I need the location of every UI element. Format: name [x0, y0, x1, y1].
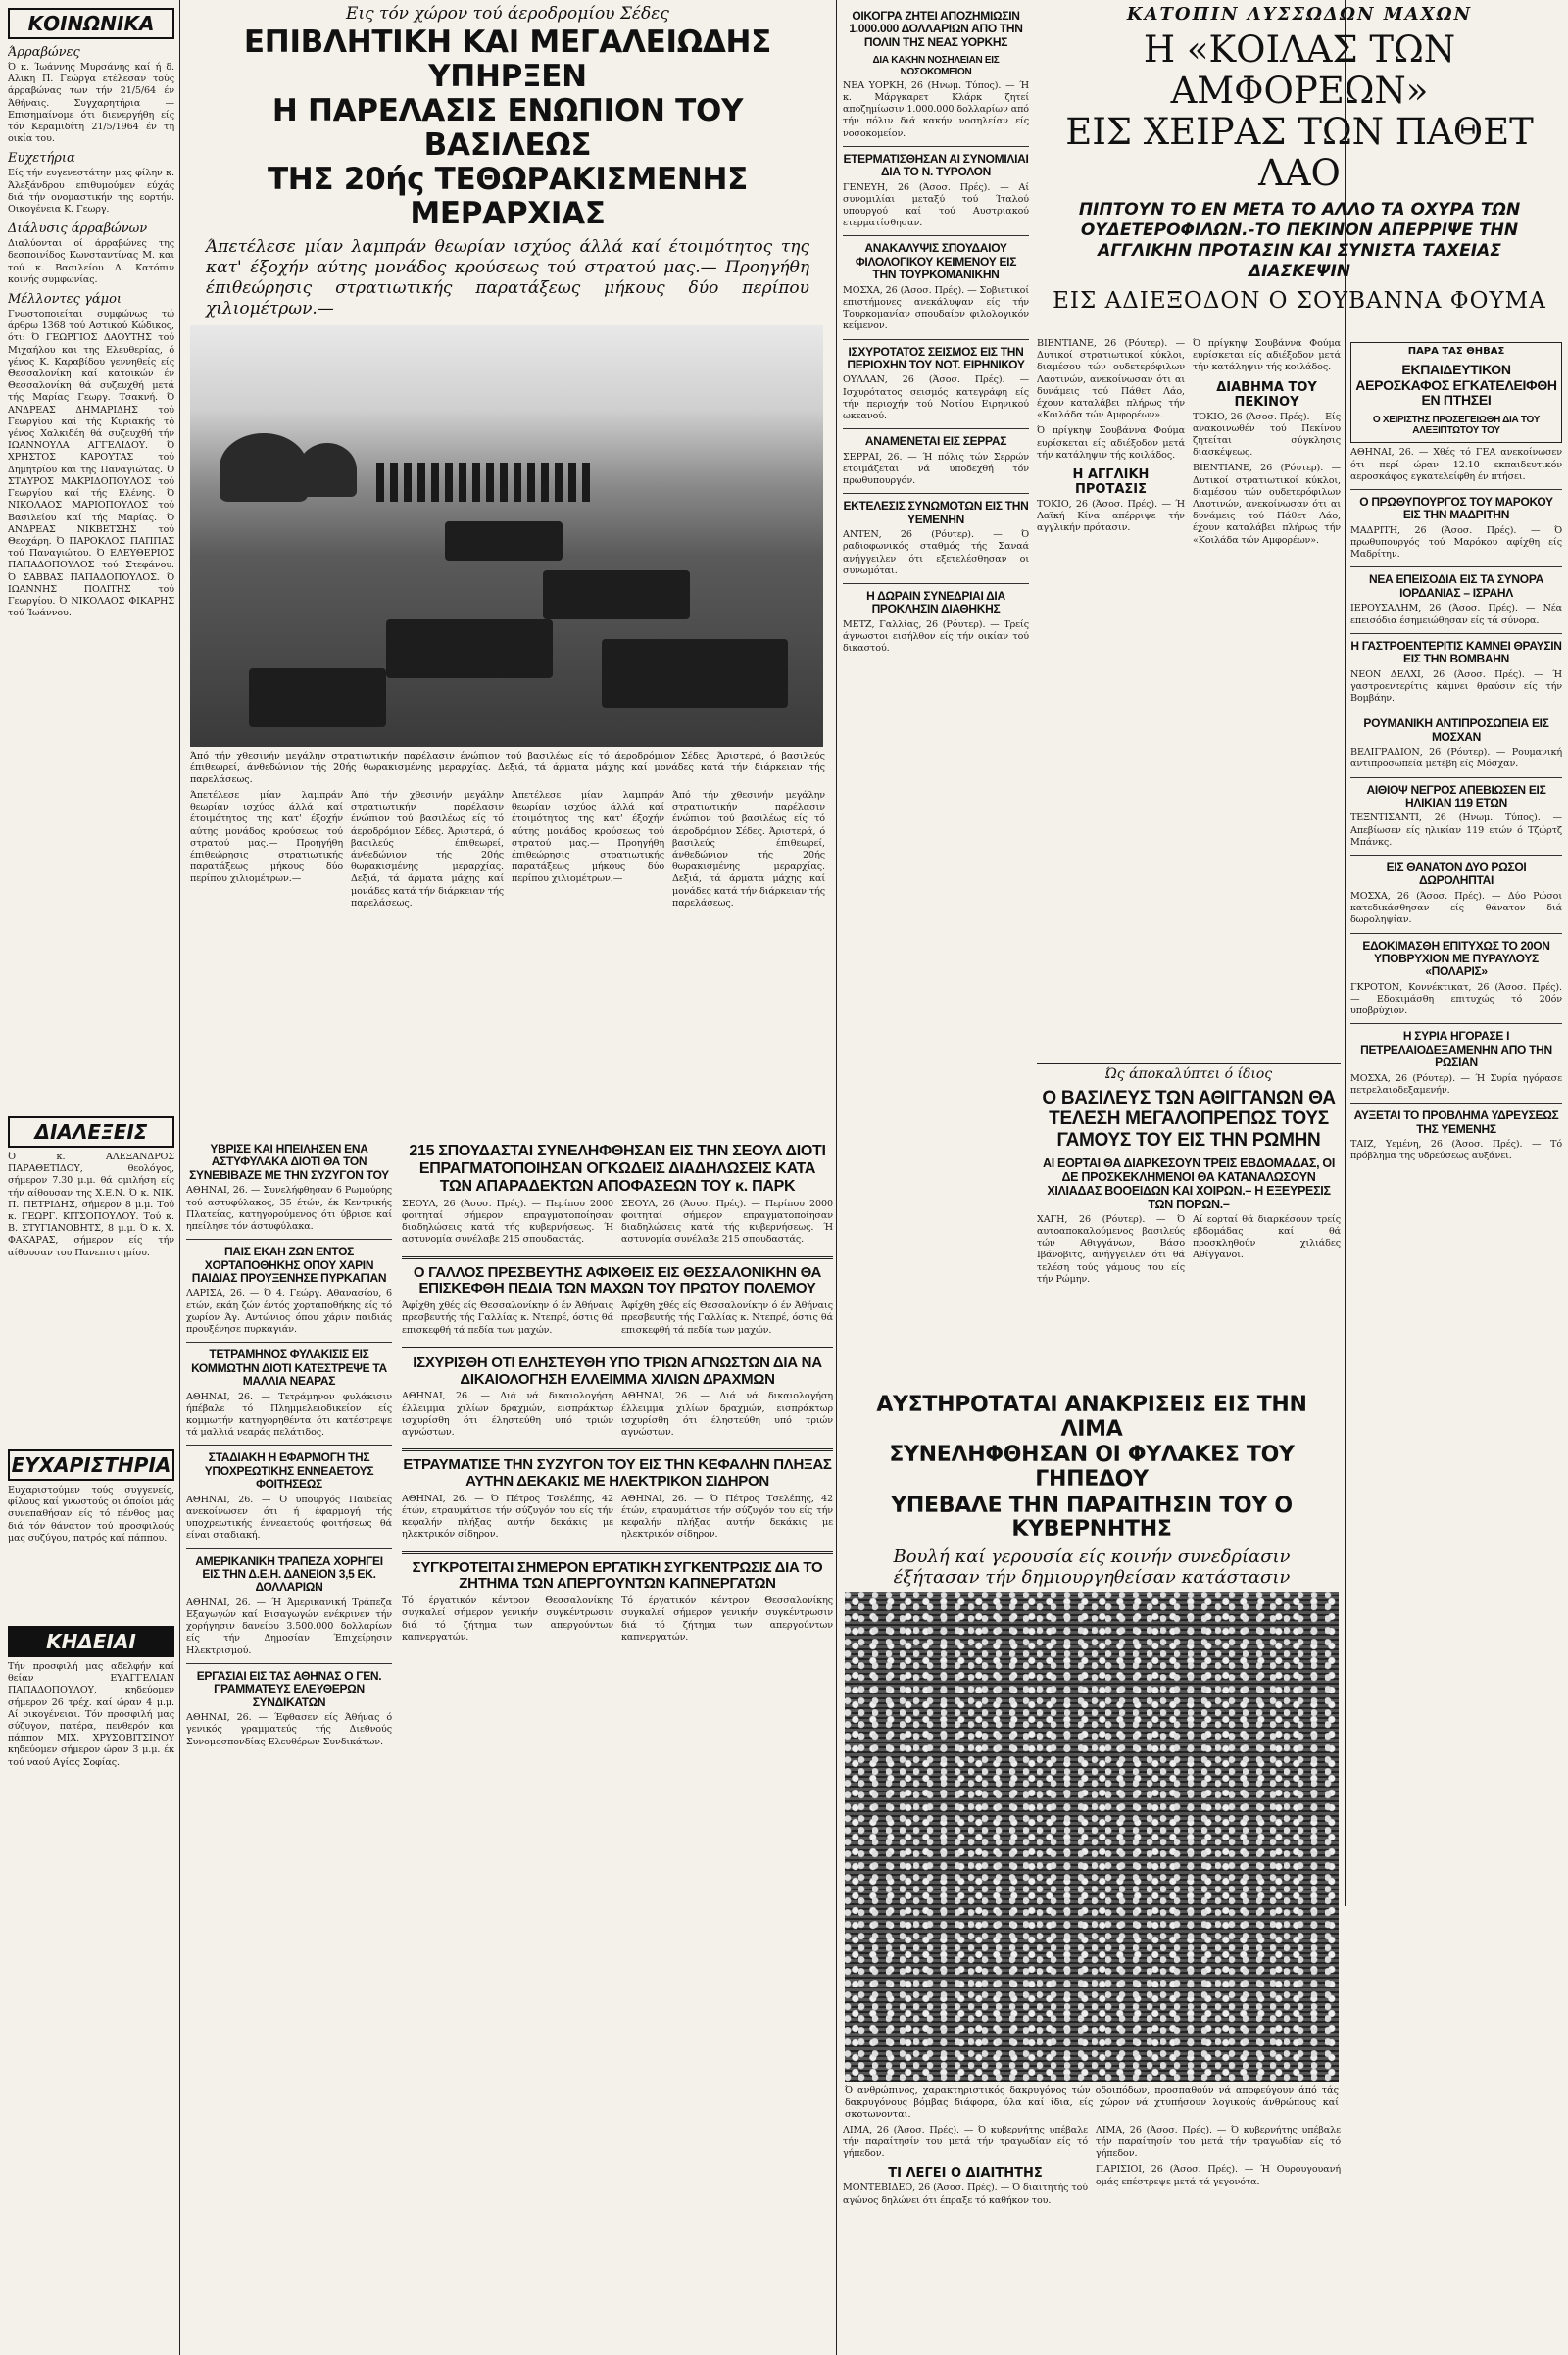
section-header-eucharistiria: ΕΥΧΑΡΙΣΤΗΡΙΑ: [8, 1449, 174, 1481]
article-text: ΑΘΗΝΑΙ, 26. — Διά νά δικαιολογήση έλλειμμα χιλίων δραχμών, εισπράκτωρ ισχυρίσθη ότι έληστεύθη υπό τριών αγνώστων.: [621, 1391, 833, 1438]
main-deck: Άπετέλεσε μίαν λαμπράν θεωρίαν ισχύος άλλά καί έτοιμότητος της κατ' έξοχήν αύτης μονάδος κρούσεως τού στρατού μας.— Προηγήθη έπιθεώρησις στρατιωτικής παρατάξεως μήκους δύο περίπου χιλιομέτρων.—: [206, 237, 809, 319]
divider: [1350, 633, 1562, 634]
divider: [402, 1347, 833, 1349]
stadium-crowd-photo: [845, 1592, 1339, 2082]
article-text: ΝΕΟΝ ΔΕΛΧΙ, 26 (Άσοσ. Πρές). — Ή γαστροεντερίτις κάμνει θραύσιν είς τήν Βομβάην.: [1350, 668, 1562, 705]
article-text: ΜΟΝΤΕΒΙΔΕΟ, 26 (Άσοσ. Πρές). — Ό διαιτητής τού αγώνος δηλώνει ότι έπραξε τό καθήκον του.: [843, 2183, 1088, 2206]
main-headline-line2: Η ΠΑΡΕΛΑΣΙΣ ΕΝΩΠΙΟΝ ΤΟΥ ΒΑΣΙΛΕΩΣ: [271, 93, 744, 163]
main-headline-line1: ΕΠΙΒΛΗΤΙΚΗ ΚΑΙ ΜΕΓΑΛΕΙΩΔΗΣ ΥΠΗΡΞΕΝ: [243, 25, 772, 94]
headline: ΙΣΧΥΡΙΣΘΗ ΟΤΙ ΕΛΗΣΤΕΥΘΗ ΥΠΟ ΤΡΙΩΝ ΑΓΝΩΣΤΩΝ ΔΙΑ ΝΑ ΔΙΚΑΙΟΛΟΓΗΣΗ ΕΛΛΕΙΜΜΑ ΧΙΛΙΩΝ ΔΡΑΧΜΩΝ: [413, 1353, 822, 1388]
subheadline: έξήτασαν τήν δημιουργηθείσαν κατάστασιν: [893, 1566, 1291, 1588]
tank-silhouette: [249, 668, 386, 727]
article-text: Είς τήν ευγενεστάτην μας φίλην κ. Άλεξάνδρου επιθυμούμεν εύχάς διά τήν ονομαστικήν της εορτήν. Οικογένεια Κ. Γεωργ.: [8, 168, 174, 216]
article-text: ΤΑΙΖ, Υεμένη, 26 (Άσοσ. Πρές). — Τό πρόβλημα της υδρεύσεως αυξάνει.: [1350, 1139, 1562, 1162]
headline: ΠΑΙΣ ΕΚΑΗ ΖΩΝ ΕΝΤΟΣ ΧΟΡΤΑΠΟΘΗΚΗΣ ΟΠΟΥ ΧΑΡΙΝ ΠΑΙΔΙΑΣ ΠΡΟΥΞΕΝΗΣΕ ΠΥΡΚΑΓΙΑΝ: [191, 1245, 387, 1285]
headline: ΥΠΕΒΑΛΕ ΤΗΝ ΠΑΡΑΙΤΗΣΙΝ ΤΟΥ Ο ΚΥΒΕΡΝΗΤΗΣ: [891, 1493, 1293, 1543]
headline: ΤΕΤΡΑΜΗΝΟΣ ΦΥΛΑΚΙΣΙΣ ΕΙΣ ΚΟΜΜΩΤΗΝ ΔΙΟΤΙ ΚΑΤΕΣΤΡΕΨΕ ΤΑ ΜΑΛΛΙΑ ΝΕΑΡΑΣ: [191, 1348, 387, 1389]
article-text: ΜΟΣΧΑ, 26 (Άσοσ. Πρές). — Δύο Ρώσοι κατεδικάσθησαν είς θάνατον διά δωροληψίαν.: [1350, 890, 1562, 926]
column-rule: [836, 0, 837, 2355]
headline: ΕΚΤΕΛΕΣΙΣ ΣΥΝΩΜΟΤΩΝ ΕΙΣ ΤΗΝ ΥΕΜΕΝΗΝ: [843, 499, 1029, 526]
headline: ΝΕΑ ΕΠΕΙΣΟΔΙΑ ΕΙΣ ΤΑ ΣΥΝΟΡΑ ΙΟΡΔΑΝΙΑΣ – ΙΣΡΑΗΛ: [1368, 572, 1544, 600]
divider: [1350, 777, 1562, 778]
main-story-body: [190, 790, 825, 1131]
mid-center-column: [402, 1137, 833, 2347]
article-text: ΛΙΜΑ, 26 (Άσοσ. Πρές). — Ό κυβερνήτης υπέβαλε τήν παραίτησίν του μετά τήν τραγωδίαν είς τό γήπεδον.: [1096, 2124, 1341, 2160]
headline: ΑΝΑΜΕΝΕΤΑΙ ΕΙΣ ΣΕΡΡΑΣ: [864, 434, 1007, 449]
headline: ΕΤΕΡΜΑΤΙΣΘΗΣΑΝ ΑΙ ΣΥΝΟΜΙΛΙΑΙ ΔΙΑ ΤΟ Ν. ΤΥΡΟΛΟΝ: [843, 151, 1029, 179]
article-column: [1096, 2125, 1341, 2211]
article-text: ΠΑΡΙΣΙΟΙ, 26 (Άσοσ. Πρές). — Ή Ουρουγουανή ομάς επέστρεψε μετά τά γεγονότα.: [1096, 2164, 1341, 2187]
article-text: ΑΘΗΝΑΙ, 26. — Ή Άμερικανική Τράπεζα Εξαγωγών καί Εισαγωγών ενέκρινεν τήν χορήγησιν δανείου 3.500.000 δολλαρίων είς τήν Δημοσίαν Έπιχείρησιν Ηλεκτρισμού.: [186, 1596, 392, 1656]
article-text: Ευχαριστούμεν τούς συγγενείς, φίλους καί γνωστούς οι όποίοι μάς συνεπαθήσαν είς τό πένθος μας διά τόν θάνατον τού προσφιλούς μας συζύγου, πατρός καί πάππου.: [8, 1485, 174, 1544]
article-column: [1037, 338, 1185, 551]
article-text: ΑΝΤΕΝ, 26 (Ρόυτερ). — Ό ραδιοφωνικός σταθμός τής Σαναά ανήγγειλεν ότι εξετελέσθησαν οι συνωμόται.: [843, 529, 1029, 576]
tank-silhouette: [445, 521, 563, 561]
divider: [843, 583, 1029, 584]
article-text: ΜΟΣΧΑ, 26 (Άσοσ. Πρές). — Σοβιετικοί επιστήμονες ανεκάλυψαν είς τήν Τουρκομανίαν σπουδαίον φιλολογικόν κείμενον.: [843, 284, 1029, 332]
article-body: [402, 1300, 833, 1341]
divider: [843, 146, 1029, 147]
headline: ΑΥΞΕΤΑΙ ΤΟ ΠΡΟΒΛΗΜΑ ΥΔΡΕΥΣΕΩΣ ΤΗΣ ΥΕΜΕΝΗΣ: [1353, 1108, 1559, 1136]
tank-silhouette: [602, 639, 788, 708]
subheadline: ΤΙ ΛΕΓΕΙ Ο ΔΙΑΙΤΗΤΗΣ: [888, 2166, 1043, 2182]
article-body: [843, 2125, 1341, 2211]
divider: [186, 1548, 392, 1549]
article-text: ΛΙΜΑ, 26 (Άσοσ. Πρές). — Ό κυβερνήτης υπέβαλε τήν παραίτησίν του μετά τήν τραγωδίαν είς τό γήπεδον.: [843, 2124, 1088, 2160]
box-thebes: [1350, 342, 1562, 443]
article-text: Αί εορταί θά διαρκέσουν τρείς εβδομάδας καί θά προσκληθούν χιλιάδες Αθίγγανοι.: [1193, 1213, 1341, 1261]
article-column: [843, 2125, 1088, 2211]
article-text: Άπετέλεσε μίαν λαμπράν θεωρίαν ισχύος άλλά καί έτοιμότητος της κατ' έξοχήν αύτης μονάδος κρούσεως τού στρατού μας.— Προηγήθη έπιθεώρησις στρατιωτικής παρατάξεως μήκους δύο περίπου χιλιομέτρων.—: [512, 790, 664, 885]
article-text: ΛΑΡΙΣΑ, 26. — Ό 4. Γεώργ. Αθανασίου, 6 ετών, εκάη ζών έντός χορταποθήκης είς τό χωρίον Άγ. Αντώνιος όπου χάριν παιδιάς προυξένησε πυρκαγιάν.: [186, 1288, 392, 1336]
headline: ΕΙΣ ΘΑΝΑΤΟΝ ΔΥΟ ΡΩΣΟΙ ΔΩΡΟΛΗΠΤΑΙ: [1386, 860, 1527, 888]
article-text: Τό έργατικόν κέντρον Θεσσαλονίκης συγκαλεί σήμερον γενικήν συγκέντρωσιν διά τό ζήτημα των απεργούντων καπνεργατών.: [402, 1595, 613, 1643]
headline: ΕΤΡΑΥΜΑΤΙΣΕ ΤΗΝ ΣΥΖΥΓΟΝ ΤΟΥ ΕΙΣ ΤΗΝ ΚΕΦΑΛΗΝ ΠΛΗΞΑΣ ΑΥΤΗΝ ΔΕΚΑΚΙΣ ΜΕ ΗΛΕΚΤΡΙΚΟΝ ΣΙΔΗΡΟΝ: [403, 1456, 832, 1490]
divider: [402, 1551, 833, 1554]
article-text: ΣΕΡΡΑΙ, 26. — Ή πόλις τών Σερρών ετοιμάζεται νά υποδεχθή τόν πρωθυπουργόν.: [843, 451, 1029, 487]
subsection-dialysis: Διάλυσις άρραβώνων: [8, 221, 148, 237]
photo-caption: Άπό τήν χθεσινήν μεγάλην στρατιωτικήν παρέλασιν ένώπιον τού βασιλέως είς τό άεροδρόμιον Σέδες. Άριστερά, ό βασιλεύς έπιθεωρεί, άνθεδώνιον τής 20ής θωρακισμένης μεραρχίας. Δεξιά, τά άρματα μάχης καί μονάδες κατά τήν διάρκειαν τής παρελάσεως.: [190, 751, 825, 785]
tree-silhouette: [298, 443, 357, 497]
divider: [186, 1663, 392, 1664]
headline: ΣΥΝΕΛΗΦΘΗΣΑΝ ΟΙ ΦΥΛΑΚΕΣ ΤΟΥ ΓΗΠΕΔΟΥ: [889, 1443, 1295, 1492]
divider: [1350, 1103, 1562, 1104]
article-body: [1037, 338, 1341, 551]
section-header-kideiai: ΚΗΔΕΙΑΙ: [8, 1626, 174, 1657]
right-column: [1350, 338, 1562, 1906]
article-text: ΑΘΗΝΑΙ, 26. — Ό υπουργός Παιδείας ανεκοίνωσεν ότι ή έφαρμογή τής υποχρεωτικής έννεαετούς φοιτήσεως θά είναι σταδιακή.: [186, 1494, 392, 1542]
article-text: ΑΘΗΝΑΙ, 26. — Συνελήφθησαν 6 Ρωμούρης τού αστυφύλακος, 35 έτών, έκ Κεντρικής Πλατείας, κατηγορούμενος ότι ύβρισε καί ηπείλησε τόν άστυφύλακα.: [186, 1185, 392, 1232]
subheadline: Βουλή καί γερουσία είς κοινήν συνεδρίασιν: [893, 1545, 1291, 1567]
headline: ΑΝΑΚΑΛΥΨΙΣ ΣΠΟΥΔΑΙΟΥ ΦΙΛΟΛΟΓΙΚΟΥ ΚΕΙΜΕΝΟΥ ΕΙΣ ΤΗΝ ΤΟΥΡΚΟΜΑΝΙΚΗΝ: [855, 241, 1017, 282]
headline: ΕΚΠΑΙΔΕΥΤΙΚΟΝ ΑΕΡΟΣΚΑΦΟΣ ΕΓΚΑΤΕΛΕΙΦΘΗ ΕΝ ΠΤΗΣΕΙ: [1355, 362, 1557, 409]
article-text: ΝΕΑ ΥΟΡΚΗ, 26 (Ηνωμ. Τύπος). — Ή κ. Μάργκαρετ Κλάρκ ζητεί αποζημίωσιν 1.000.000 δολλαρίων από τήν πόλιν διά κακήν νοσηλείαν είς νοσοκομείον.: [843, 79, 1029, 139]
divider: [843, 339, 1029, 340]
article-text: Τό έργατικόν κέντρον Θεσσαλονίκης συγκαλεί σήμερον γενικήν συγκέντρωσιν διά τό ζήτημα των απεργούντων καπνεργατών.: [621, 1595, 833, 1643]
headline: ΕΔΟΚΙΜΑΣΘΗ ΕΠΙΤΥΧΩΣ ΤΟ 20ΟΝ ΥΠΟΒΡΥΧΙΟΝ ΜΕ ΠΥΡΑΥΛΟΥΣ «ΠΟΛΑΡΙΣ»: [1362, 938, 1550, 979]
laos-story-header: [1037, 4, 1562, 337]
headline: Ο ΒΑΣΙΛΕΥΣ ΤΩΝ ΑΘΙΓΓΑΝΩΝ ΘΑ ΤΕΛΕΣΗ ΜΕΓΑΛΟΠΡΕΠΩΣ ΤΟΥΣ ΓΑΜΟΥΣ ΤΟΥ ΕΙΣ ΤΗΝ ΡΩΜΗΝ: [1042, 1088, 1336, 1151]
article-text: ΒΙΕΝΤΙΑΝΕ, 26 (Ρόυτερ). — Δυτικοί στρατιωτικοί κύκλοι, διαμέσου τών ουδετερόφιλων Λαοτινών, ανεκοίνωσαν ότι αι δυνάμεις τού Πάθετ Λάο, έχουν καταλάβει πλήρως τήν «Κοιλάδα τών Αμφορέων».: [1193, 463, 1341, 546]
tank-silhouette: [386, 619, 553, 678]
subsection-mellontes-gamoi: Μέλλοντες γάμοι: [8, 292, 122, 308]
article-text: ΒΙΕΝΤΙΑΝΕ, 26 (Ρόυτερ). — Δυτικοί στρατιωτικοί κύκλοι, διαμέσου τών ουδετερόφιλων Λαοτινών, ανεκοίνωσαν ότι αι δυνάμεις τού Πάθετ Λάο, έχουν καταλάβει πλήρως τήν «Κοιλάδα τών Αμφορέων».: [1037, 338, 1185, 421]
headline: ΕΡΓΑΣΙΑΙ ΕΙΣ ΤΑΣ ΑΘΗΝΑΣ Ο ΓΕΝ. ΓΡΑΜΜΑΤΕΥΣ ΕΛΕΥΘΕΡΩΝ ΣΥΝΔΙΚΑΤΩΝ: [196, 1668, 382, 1709]
headline: ΟΙΚΟΓΡΑ ΖΗΤΕΙ ΑΠΟΖΗΜΙΩΣΙΝ 1.000.000 ΔΟΛΛΑΡΙΩΝ ΑΠΟ ΤΗΝ ΠΟΛΙΝ ΤΗΣ ΝΕΑΣ ΥΟΡΚΗΣ: [849, 9, 1023, 49]
article-text: ΙΕΡΟΥΣΑΛΗΜ, 26 (Άσοσ. Πρές). — Νέα επεισόδια έσημειώθησαν είς τά σύνορα.: [1350, 603, 1562, 626]
column-rule: [179, 0, 180, 2355]
divider: [843, 428, 1029, 429]
gypsy-king-story: [1037, 1063, 1341, 1387]
article-text: Άφίχθη χθές είς Θεσσαλονίκην ό έν Άθήναις πρεσβευτής τής Γαλλίας κ. Ντεπρέ, όστις θά επισκεφθή τά πεδία των μαχών.: [402, 1300, 613, 1336]
subheadline: ΕΙΣ ΑΔΙΕΞΟΔΟΝ Ο ΣΟΥΒΑΝΝΑ ΦΟΥΜΑ: [1053, 288, 1546, 314]
headline: 215 ΣΠΟΥΔΑΣΤΑΙ ΣΥΝΕΛΗΦΘΗΣΑΝ ΕΙΣ ΤΗΝ ΣΕΟΥΛ ΔΙΟΤΙ ΕΠΡΑΓΜΑΤΟΠΟΙΗΣΑΝ ΟΓΚΩΔΕΙΣ ΔΙΑΔΗΛΩΣΕΙΣ ΚΑΤΑ ΤΩΝ ΑΠΑΡΑΔΕΚΤΩΝ ΑΠΟΦΑΣΕΩΝ ΤΟΥ κ. ΠΑΡΚ: [409, 1143, 826, 1195]
top-caption: Εις τόν χώρον τού άεροδρομίου Σέδες: [346, 4, 669, 24]
laos-story-body: [1037, 338, 1341, 1063]
divider: [402, 1448, 833, 1451]
headline: Ο ΠΡΩΘΥΠΟΥΡΓΟΣ ΤΟΥ ΜΑΡΟΚΟΥ ΕΙΣ ΤΗΝ ΜΑΔΡΙΤΗΝ: [1359, 495, 1553, 522]
kicker: Ώς άποκαλύπτει ό ίδιος: [1037, 1063, 1341, 1082]
headline: Ο ΓΑΛΛΟΣ ΠΡΕΣΒΕΥΤΗΣ ΑΦΙΧΘΕΙΣ ΕΙΣ ΘΕΣΣΑΛΟΝΙΚΗΝ ΘΑ ΕΠΙΣΚΕΦΘΗ ΠΕΔΙΑ ΤΩΝ ΜΑΧΩΝ ΤΟΥ ΠΡΩΤΟΥ ΠΟΛΕΜΟΥ: [413, 1263, 822, 1298]
divider: [1350, 1023, 1562, 1024]
divider: [1350, 489, 1562, 490]
main-headline-line3: ΤΗΣ 20ής ΤΕΘΩΡΑΚΙΣΜΕΝΗΣ ΜΕΡΑΡΧΙΑΣ: [267, 162, 749, 231]
article-text: ΜΕΤΖ, Γαλλίας, 26 (Ρόυτερ). — Τρείς άγνωστοι εισήλθον είς τήν οικίαν τού δικαστού.: [843, 618, 1029, 655]
headline: ΣΥΓΚΡΟΤΕΙΤΑΙ ΣΗΜΕΡΟΝ ΕΡΓΑΤΙΚΗ ΣΥΓΚΕΝΤΡΩΣΙΣ ΔΙΑ ΤΟ ΖΗΤΗΜΑ ΤΩΝ ΑΠΕΡΓΟΥΝΤΩΝ ΚΑΠΝΕΡΓΑΤΩΝ: [412, 1558, 823, 1593]
article-text: ΟΥΛΛΑΝ, 26 (Άσοσ. Πρές). — Ισχυρότατος σεισμός κατεγράφη είς τήν περιοχήν τού Νοτίου Ειρηνικού ωκεανού.: [843, 374, 1029, 421]
headline: ΣΤΑΔΙΑΚΗ Η ΕΦΑΡΜΟΓΗ ΤΗΣ ΥΠΟΧΡΕΩΤΙΚΗΣ ΕΝΝΕΑΕΤΟΥΣ ΦΟΙΤΗΣΕΩΣ: [204, 1450, 374, 1492]
article-text: ΤΟΚΙΟ, 26 (Άσοσ. Πρές). — Ή Λαϊκή Κίνα απέρριψε τήν αγγλικήν πρότασιν.: [1037, 499, 1185, 534]
article-text: ΓΚΡΟΤΟΝ, Κοννέκτικατ, 26 (Άσοσ. Πρές). — Εδοκιμάσθη επιτυχώς τό 20όν υποβρύχιον.: [1350, 981, 1562, 1017]
article-text: Γνωστοποιείται συμφώνως τώ άρθρω 1368 τού Αστικού Κώδικος, ότι: Ό ΓΕΩΡΓΙΟΣ ΔΑΟΥΤΗΣ τού Μιχαήλου και της Ελευθερίας, ό γένος Κ. Καραβίδου γεννηθείς είς Θεσσαλονίκη καί κατοικών έν Θεσσαλονίκη θά συζευχθή μετά τής Μαρίας Γεωργ. Τσακνή. Ό ΑΝΔΡΕΑΣ ΔΗΜΑΡΙΔΗΣ τού Γεωργίου καί τής Κυριακής τό γένος Χαλκιδέη θά συζευχθή τήν ΙΩΑΝΝΟΥΛΑ ΑΓΓΕΛΙΔΟΥ. Ό ΧΡΗΣΤΟΣ ΚΑΡΟΥΤΑΣ τού Δημητρίου και της Παναγιώτας. Ό ΣΤΑΥΡΟΣ ΜΑΚΡΙΔΟΠΟΥΛΟΣ τού Γεωργίου καί τής Ελένης. Ό ΝΙΚΟΛΑΟΣ ΜΑΡΙΟΠΟΥΛΟΣ τού Βασιλείου καί τής Μαρίας. Ό ΑΝΔΡΕΑΣ ΝΙΚΒΕΤΣΗΣ τού Θεοχάρη. Ό ΠΑΡΟΚΛΟΣ ΠΑΠΠΑΣ τού Παναγιώτου. Ό ΕΛΕΥΘΕΡΙΟΣ ΠΑΠΑΔΟΠΟΥΛΟΣ τού Στεφάνου. Ό ΣΑΒΒΑΣ ΠΑΠΑΔΟΠΟΥΛΟΣ. Ό ΙΩΑΝΝΗΣ ΠΟΛΙΤΗΣ τού Γεωργίου. Ό ΝΙΚΟΛΑΟΣ ΦΙΚΑΡΗΣ τού Ίωάννου.: [8, 309, 174, 619]
article-text: Ό κ. Ίωάννης Μυρσάνης καί ή δ. Αλικη Π. Γεώργα ετέλεσαν τούς άρραβώνας των τήν 21/5/64 έν Άθήναις. Συγχαρητήρια — Επισημαίνομε ότι διενεργήθη είς τόν Κεραμιδίτη 21/5/1964 έν τη οικία του.: [8, 62, 174, 145]
headline: Η ΣΥΡΙΑ ΗΓΟΡΑΣΕ Ι ΠΕΤΡΕΛΑΙΟΔΕΞΑΜΕΝΗΝ ΑΠΟ ΤΗΝ ΡΩΣΙΑΝ: [1360, 1029, 1552, 1070]
article-body: [402, 1391, 833, 1443]
article-text: ΑΘΗΝΑΙ, 26. — Τετράμηνον φυλάκισιν ήπέβαλε τό Πλημμελειοδικείον είς κομμωτήν κατηγορηθέντα ότι κατέστρεψε τά μαλλιά νεαράς πελάτιδος.: [186, 1391, 392, 1439]
headline: ΙΣΧΥΡΟΤΑΤΟΣ ΣΕΙΣΜΟΣ ΕΙΣ ΤΗΝ ΠΕΡΙΟΧΗΝ ΤΟΥ ΝΟΤ. ΕΙΡΗΝΙΚΟΥ: [847, 344, 1025, 371]
tank-silhouette: [543, 570, 690, 619]
section-header-dialexeis: ΔΙΑΛΕΞΕΙΣ: [8, 1116, 174, 1148]
deck: ΑΙ ΕΟΡΤΑΙ ΘΑ ΔΙΑΡΚΕΣΟΥΝ ΤΡΕΙΣ ΕΒΔΟΜΑΔΑΣ, ΟΙ ΔΕ ΠΡΟΣΚΕΚΛΗΜΕΝΟΙ ΘΑ ΚΑΤΑΝΑΛΩΣΟΥΝ ΧΙΛΙΑΔΑΣ ΒΟΟΕΙΔΩΝ ΚΑΙ ΧΟΙΡΩΝ.– Η ΕΞΕΥΡΕΣΙΣ ΤΩΝ ΠΟΡΩΝ.–: [1042, 1155, 1336, 1211]
headline: ΡΟΥΜΑΝΙΚΗ ΑΝΤΙΠΡΟΣΩΠΕΙΑ ΕΙΣ ΜΟΣΧΑΝ: [1363, 716, 1549, 744]
article-text: Ό πρίγκηψ Σουβάννα Φούμα ευρίσκεται είς αδιέξοδον μετά τήν κατάληψιν τής κοιλάδος.: [1037, 425, 1185, 461]
kicker: ΠΑΡΑ ΤΑΣ ΘΗΒΑΣ: [1407, 346, 1505, 357]
article-text: Άπετέλεσε μίαν λαμπράν θεωρίαν ισχύος άλλά καί έτοιμότητος της κατ' έξοχήν αύτης μονάδος κρούσεως τού στρατού μας.— Προηγήθη έπιθεώρησις στρατιωτικής παρατάξεως μήκους δύο περίπου χιλιομέτρων.—: [190, 790, 343, 885]
article-text: ΧΑΓΗ, 26 (Ρόυτερ). — Ό αυτοαποκαλούμενος βασιλεύς τών Αθιγγάνων, Βάσο Ιβάνοβιτς, ανήγγειλεν ότι θά τελέση τούς γάμους του είς τήν Ρώμην.: [1037, 1213, 1185, 1285]
article-text: ΑΘΗΝΑΙ, 26. — Διά νά δικαιολογήση έλλειμμα χιλίων δραχμών, εισπράκτωρ ισχυρίσθη ότι έληστεύθη υπό τριών αγνώστων.: [402, 1391, 613, 1438]
article-text: Ό κ. ΑΛΕΞΑΝΔΡΟΣ ΠΑΡΑΘΕΤΙΔΟΥ, θεολόγος, σήμερον 7.30 μ.μ. θά ομιλήση είς τήν αίθουσαν της Χ.Ε.Ν. Ό κ. ΝΙΚ. Π. ΠΕΤΡΙΔΗΣ, σήμερον 8 μ.μ. Τού κ. ΓΕΩΡΓ. ΚΙΤΣΟΠΟΥΛΟΥ. Τού κ. Β. ΣΤΥΓΙΑΝΟΒΗΤΣ, 8 μ.μ. Ό κ. Χ. ΦΑΚΑΡΑΣ, σήμερον είς τήν αίθουσαν του Πανεπιστημίου.: [8, 1152, 174, 1258]
section-header-koinonika: ΚΟΙΝΩΝΙΚΑ: [8, 8, 174, 39]
left-column: [8, 4, 174, 2351]
subheadline: ΔΙΑ ΚΑΚΗΝ ΝΟΣΗΛΕΙΑΝ ΕΙΣ ΝΟΣΟΚΟΜΕΙΟΝ: [872, 55, 1000, 77]
article-text: ΣΕΟΥΛ, 26 (Άσοσ. Πρές). — Περίπου 2000 φοιτηταί σήμερον επραγματοποίησαν διαδηλώσεις κατά τής κυβερνήσεως. Ή αστυνομία συνέλαβε 215 σπουδαστάς.: [402, 1198, 613, 1246]
article-text: ΑΘΗΝΑΙ, 26. — Ό Πέτρος Τσελέπης, 42 έτών, ετραυμάτισε τήν σύζυγόν του είς τήν κεφαλήν πλήξας αυτήν δεκάκις με ηλεκτρικόν σίδηρον.: [402, 1493, 613, 1541]
divider: [1350, 566, 1562, 567]
deck: ΠΙΠΤΟΥΝ ΤΟ ΕΝ ΜΕΤΑ ΤΟ ΑΛΛΟ ΤΑ ΟΧΥΡΑ ΤΩΝ ΟΥΔΕΤΕΡΟΦΙΛΩΝ.-ΤΟ ΠΕΚΙΝΟΝ ΑΠΕΡΡΙΨΕ ΤΗΝ ΑΓΓΛΙΚΗΝ ΠΡΟΤΑΣΙΝ ΚΑΙ ΣΥΝΙΣΤΑ ΤΑΧΕΙΑΣ ΔΙΑΣΚΕΨΙΝ: [1078, 200, 1521, 281]
subheadline: Ο ΧΕΙΡΙΣΤΗΣ ΠΡΟΣΕΓΕΙΩΘΗ ΔΙΑ ΤΟΥ ΑΛΕΞΙΠΤΩΤΟΥ ΤΟΥ: [1372, 415, 1541, 437]
article-text: ΤΟΚΙΟ, 26 (Άσοσ. Πρές). — Είς ανακοινωθέν τού Πεκίνου ζητείται σύγκλησις διασκέψεως.: [1193, 411, 1341, 459]
article-text: ΓΕΝΕΥΗ, 26 (Άσοσ. Πρές). — Αί συνομιλίαι μεταξύ τού Ίταλού υπουργού καί τού Αυστριακού ετερματίσθησαν.: [843, 181, 1029, 229]
divider: [186, 1342, 392, 1343]
headline: ΑΥΣΤΗΡΟΤΑΤΑΙ ΑΝΑΚΡΙΣΕΙΣ ΕΙΣ ΤΗΝ ΛΙΜΑ: [876, 1393, 1307, 1442]
kicker: ΚΑΤΟΠΙΝ ΛΥΣΣΩΔΩΝ ΜΑΧΩΝ: [1037, 4, 1562, 25]
article-text: ΜΟΣΧΑ, 26 (Ρόυτερ). — Ή Συρία ηγόρασε πετρελαιοδεξαμενήν.: [1350, 1072, 1562, 1096]
divider: [1350, 855, 1562, 856]
article-text: Ό πρίγκηψ Σουβάννα Φούμα ευρίσκεται είς αδιέξοδον μετά τήν κατάληψιν τής κοιλάδος.: [1193, 338, 1341, 373]
headline: Η «ΚΟΙΛΑΣ ΤΩΝ ΑΜΦΟΡΕΩΝ»: [1143, 28, 1456, 112]
soldiers-row: [376, 463, 592, 502]
article-text: Άπό τήν χθεσινήν μεγάλην στρατιωτικήν παρέλασιν ένώπιον τού βασιλέως είς τό άεροδρόμιον Σέδες. Άριστερά, ό βασιλεύς έπιθεωρεί, άνθεδώνιον τής 20ής θωρακισμένης μεραρχίας. Δεξιά, τά άρματα μάχης καί μονάδες κατά τήν διάρκειαν τής παρελάσεως.: [351, 790, 504, 908]
article-text: Άπό τήν χθεσινήν μεγάλην στρατιωτικήν παρέλασιν ένώπιον τού βασιλέως είς τό άεροδρόμιον Σέδες. Άριστερά, ό βασιλεύς έπιθεωρεί, άνθεδώνιον τής 20ής θωρακισμένης μεραρχίας. Δεξιά, τά άρματα μάχης καί μονάδες κατά τήν διάρκειαν τής παρελάσεως.: [672, 790, 825, 908]
headline: Η ΔΩΡΑΙΝ ΣΥΝΕΔΡΙΑΙ ΔΙΑ ΠΡΟΚΛΗΣΙΝ ΔΙΑΘΗΚΗΣ: [866, 588, 1005, 616]
headline: ΑΙΘΙΟΨ ΝΕΓΡΟΣ ΑΠΕΒΙΩΣΕΝ ΕΙΣ ΗΛΙΚΙΑΝ 119 ΕΤΩΝ: [1366, 782, 1546, 810]
article-column: [1193, 338, 1341, 551]
subsection-arravones: Άρραβώνες: [8, 45, 80, 60]
divider: [843, 493, 1029, 494]
main-story: [186, 4, 829, 1131]
article-text: ΑΘΗΝΑΙ, 26. — Χθές τό ΓΕΑ ανεκοίνωσεν ότι περί ώραν 12.10 εκπαιδευτικόν αεροσκάφος εγκατελείφθη έν πτήσει.: [1350, 447, 1562, 482]
photo-caption: Ό ανθρώπινος, χαρακτηριστικός δακρυγόνος τών οδοιπόδων, προσπαθούν νά αποφεύγουν άπό τάς δακρυγόνους βόμβας διάφορα, ύλα καί ίδια, είς χώρον νά χτυπήσουν λογικούς άνθρώπους καί σκοτωνονται.: [845, 2085, 1339, 2120]
article-text: Διαλύονται οί άρραβώνες της δεσποινίδος Κωνσταντίνας Μ. και τού κ. Βασιλείου Δ. Κατόπιν κοινής συμφωνίας.: [8, 238, 174, 285]
headline: ΥΒΡΙΣΕ ΚΑΙ ΗΠΕΙΛΗΣΕΝ ΕΝΑ ΑΣΤΥΦΥΛΑΚΑ ΔΙΟΤΙ ΘΑ ΤΟΝ ΣΥΝΕΒΙΒΑΖΕ ΜΕ ΤΗΝ ΣΥΖΥΓΟΝ ΤΟΥ: [189, 1142, 389, 1182]
headline: Η ΓΑΣΤΡΟΕΝΤΕΡΙΤΙΣ ΚΑΜΝΕΙ ΘΡΑΥΣΙΝ ΕΙΣ ΤΗΝ ΒΟΜΒΑΗΝ: [1350, 638, 1562, 666]
article-text: ΑΘΗΝΑΙ, 26. — Ό Πέτρος Τσελέπης, 42 έτών, ετραυμάτισε τήν σύζυγόν του είς τήν κεφαλήν πλήξας αυτήν δεκάκις με ηλεκτρικόν σίδηρον.: [621, 1493, 833, 1541]
article-body: [402, 1199, 833, 1251]
article-text: Τήν προσφιλή μας αδελφήν καί θείαν ΕΥΑΓΓΕΛΙΑΝ ΠΑΠΑΔΟΠΟΥΛΟΥ, κηδεύομεν σήμερον 26 τρέχ. καί ώραν 4 μ.μ. Αί οικογένειαι. Τόν προσφιλή μας σύζυγον, πατέρα, πενθερόν και πάππον ΜΙΧ. ΧΡΥΣΟΒΙΤΣΙΝΟΥ κηδεύομεν σήμερον ώραν 3 μ.μ. έκ τού ναού Αγίας Σοφίας.: [8, 1661, 174, 1768]
article-text: ΜΑΔΡΙΤΗ, 26 (Άσοσ. Πρές). — Ό πρωθυπουργός τού Μαρόκου αφίχθη είς Μαδρίτην.: [1350, 524, 1562, 561]
article-text: ΤΕΞΝΤΙΣΑΝΤΙ, 26 (Ηνωμ. Τύπος). — Απεβίωσεν είς ηλικίαν 119 ετών ό Τζώρτζ Μπάνκς.: [1350, 812, 1562, 848]
divider: [402, 1256, 833, 1259]
article-text: ΣΕΟΥΛ, 26 (Άσοσ. Πρές). — Περίπου 2000 φοιτηταί σήμερον επραγματοποίησαν διαδηλώσεις κατά τής κυβερνήσεως. Ή αστυνομία συνέλαβε 215 σπουδαστάς.: [621, 1198, 833, 1246]
article-body: [402, 1595, 833, 1647]
article-body: [402, 1494, 833, 1545]
subsection-eychetiria: Ευχετήρια: [8, 151, 75, 167]
headline: ΕΙΣ ΧΕΙΡΑΣ ΤΩΝ ΠΑΘΕΤ ΛΑΟ: [1065, 111, 1534, 194]
article-body: [1037, 1214, 1341, 1290]
subheadline: Η ΑΓΓΛΙΚΗ ΠΡΟΤΑΣΙΣ: [1072, 467, 1150, 498]
article-text: ΑΘΗΝΑΙ, 26. — Έφθασεν είς Άθήνας ό γενικός γραμματεύς τής Διεθνούς Συνομοσπονδίας Ελευθέρων Συνδικάτων.: [186, 1712, 392, 1747]
article-text: Άφίχθη χθές είς Θεσσαλονίκην ό έν Άθήναις πρεσβευτής τής Γαλλίας κ. Ντεπρέ, όστις θά επισκεφθή τά πεδία των μαχών.: [621, 1300, 833, 1336]
subheadline: ΔΙΑΒΗΜΑ ΤΟΥ ΠΕΚΙΝΟΥ: [1216, 379, 1317, 410]
center-column: [843, 4, 1029, 1053]
divider: [186, 1445, 392, 1446]
parade-photo: [190, 325, 823, 747]
headline: ΑΜΕΡΙΚΑΝΙΚΗ ΤΡΑΠΕΖΑ ΧΟΡΗΓΕΙ ΕΙΣ ΤΗΝ Δ.Ε.Η. ΔΑΝΕΙΟΝ 3,5 ΕΚ. ΔΟΛΛΑΡΙΩΝ: [195, 1553, 383, 1595]
divider: [1350, 933, 1562, 934]
divider: [186, 1239, 392, 1240]
divider: [843, 235, 1029, 236]
mid-left-column: [186, 1137, 392, 2347]
article-text: ΒΕΛΙΓΡΑΔΙΟΝ, 26 (Ρόυτερ). — Ρουμανική αντιπροσωπεία μετέβη είς Μόσχαν.: [1350, 747, 1562, 770]
tree-silhouette: [220, 433, 308, 502]
lima-story: [843, 1392, 1341, 2347]
